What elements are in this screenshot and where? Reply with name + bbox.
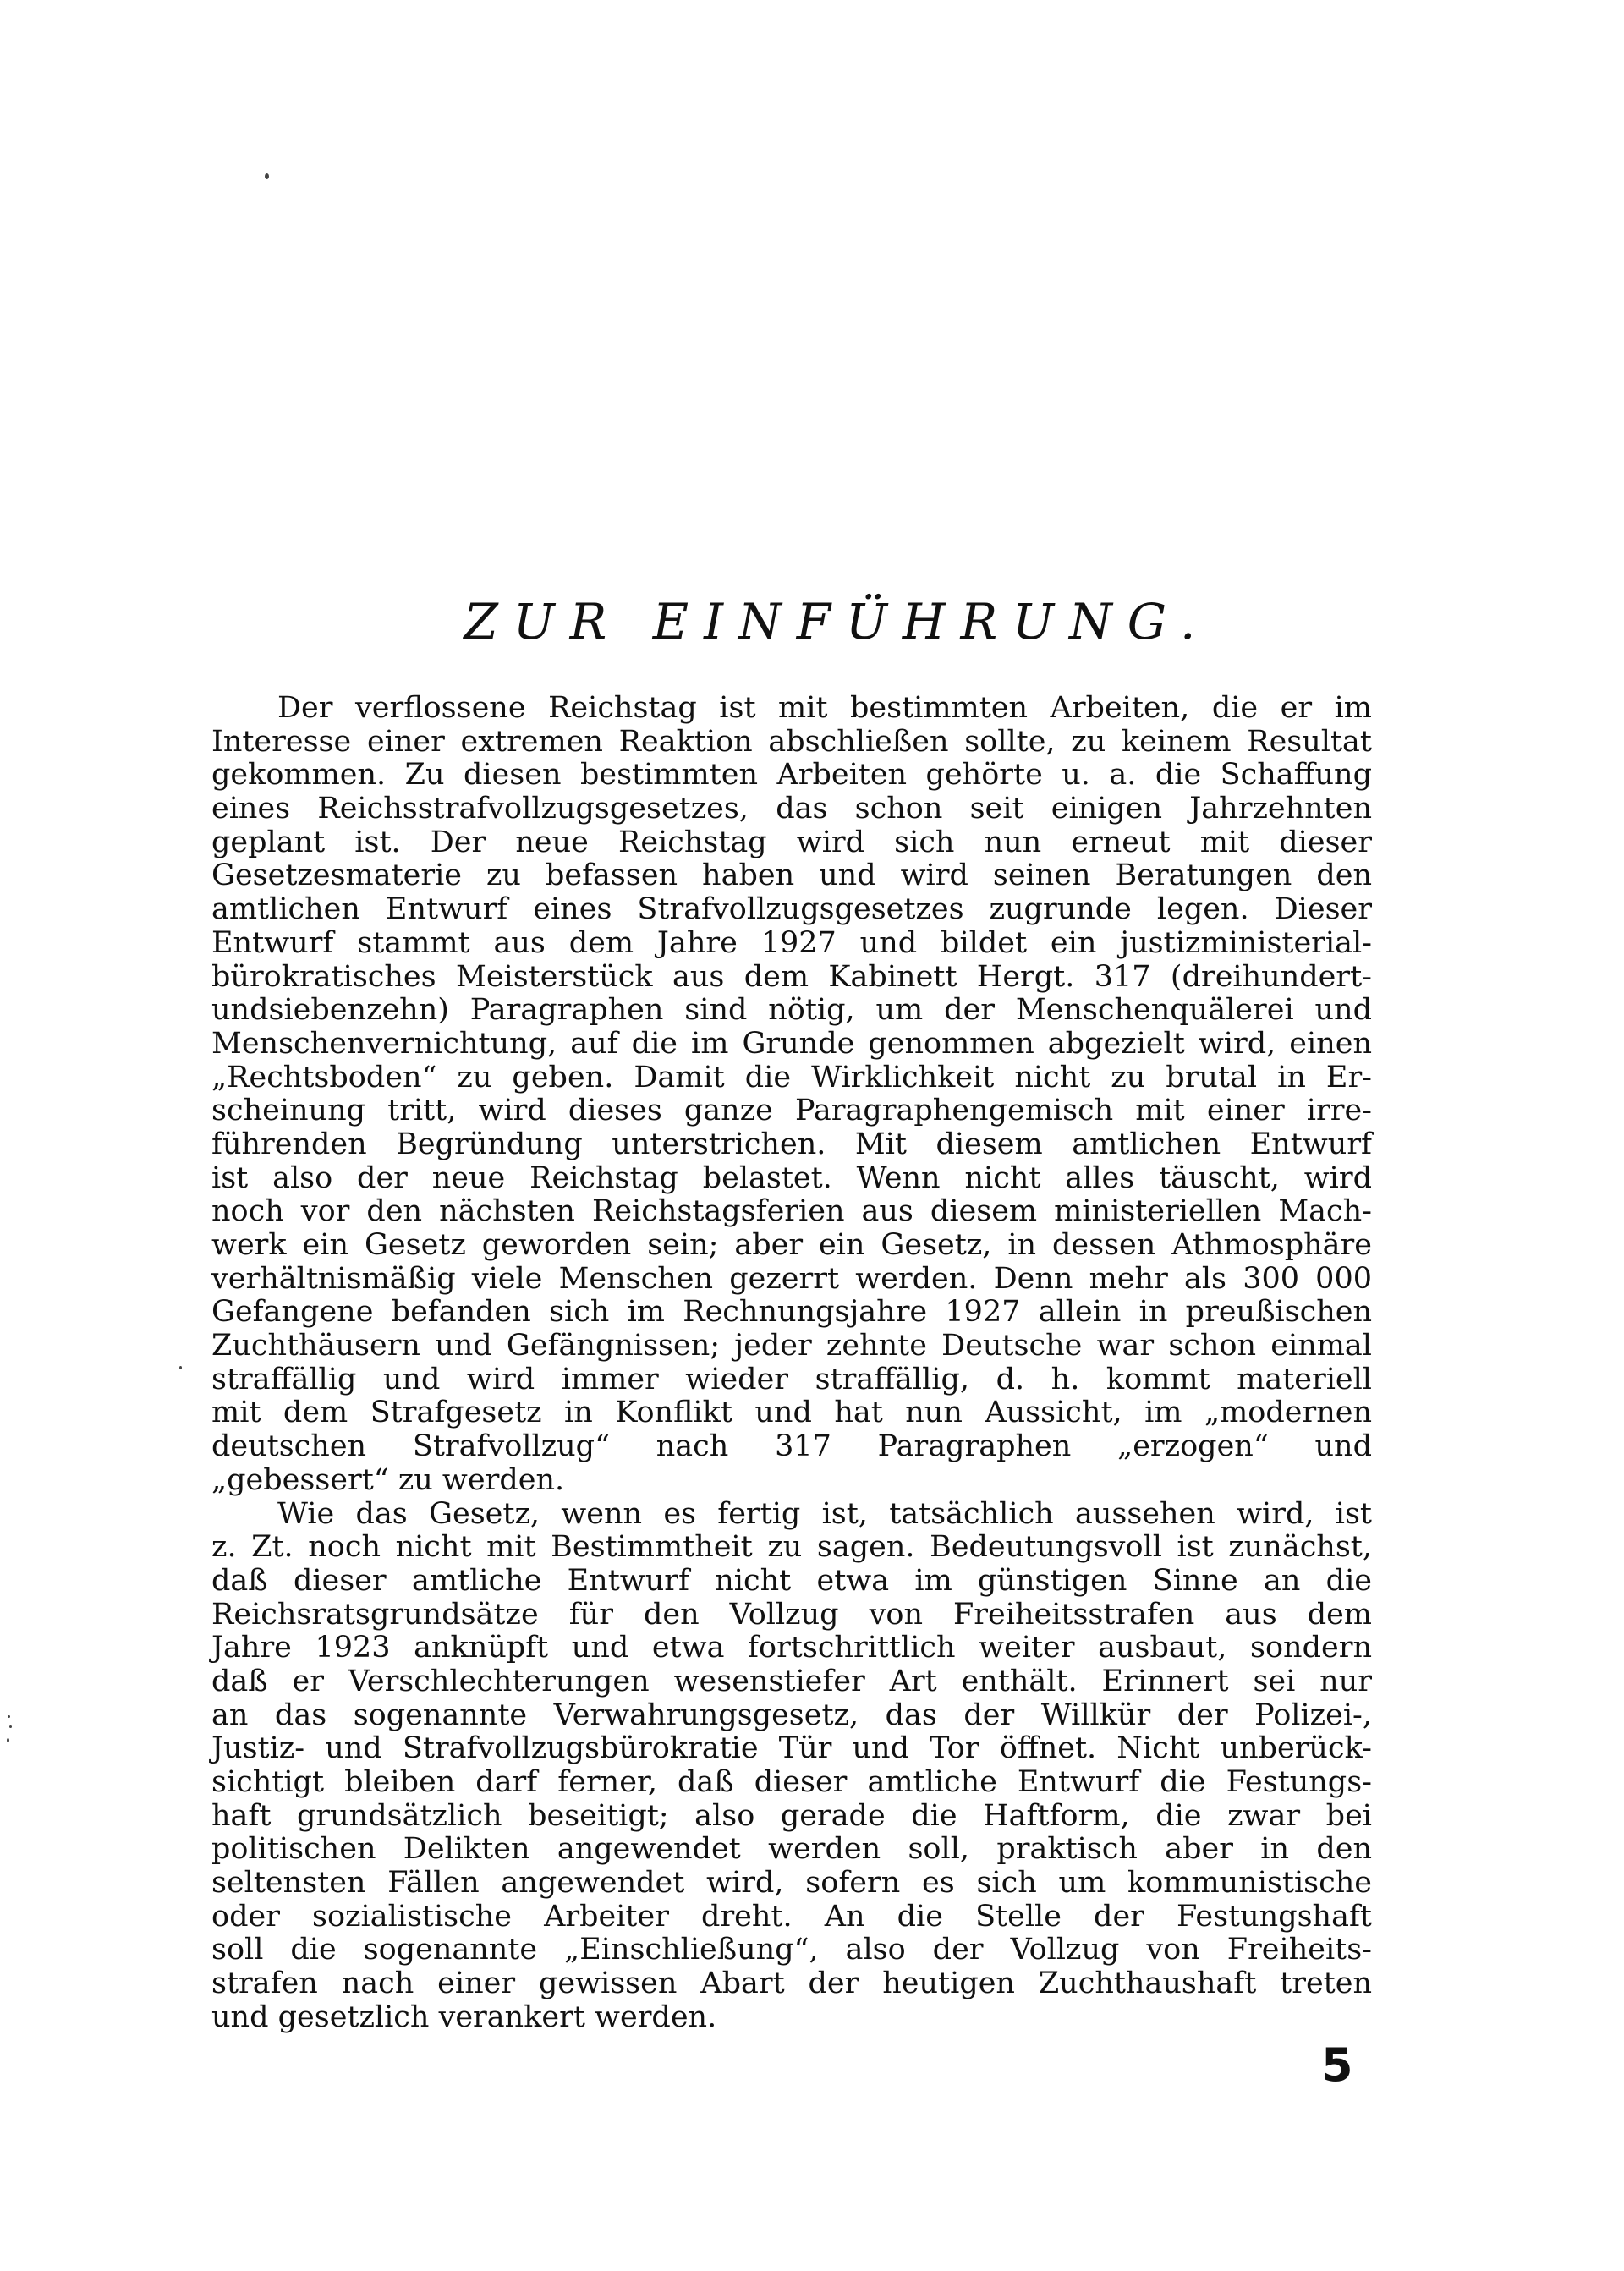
- text-line: Zuchthäusern und Gefängnissen; jeder zehnte Deutsche war schon einmal: [211, 1329, 1372, 1363]
- paragraph-2: [211, 1498, 1372, 2035]
- text-line: daß er Verschlechterungen wesenstiefer Art enthält. Erinnert sei nur: [211, 1664, 1372, 1698]
- body-text: [211, 692, 1372, 2035]
- text-line: undsiebenzehn) Paragraphen sind nötig, um der Menschenquälerei und: [211, 993, 1372, 1028]
- text-line: Entwurf stammt aus dem Jahre 1927 und bildet ein justizministerial-: [211, 925, 1372, 960]
- text-line: scheinung tritt, wird dieses ganze Paragraphengemisch mit einer irre-: [211, 1094, 1372, 1128]
- ink-speck: [9, 1725, 12, 1728]
- text-line: gekommen. Zu diesen bestimmten Arbeiten gehörte u. a. die Schaffung: [211, 758, 1372, 793]
- text-line: Reichsratsgrundsätze für den Vollzug von Freiheitsstrafen aus dem: [211, 1597, 1372, 1632]
- text-line: politischen Delikten angewendet werden soll, praktisch aber in den: [211, 1832, 1372, 1867]
- text-line: „Rechtsboden“ zu geben. Damit die Wirklichkeit nicht zu brutal in Er-: [211, 1060, 1372, 1094]
- text-line: haft grundsätzlich beseitigt; also gerade die Haftform, die zwar bei: [211, 1798, 1372, 1833]
- text-line: führenden Begründung unterstrichen. Mit diesem amtlichen Entwurf: [211, 1127, 1372, 1161]
- text-line: geplant ist. Der neue Reichstag wird sich nun erneut mit dieser: [211, 825, 1372, 859]
- text-line: verhältnismäßig viele Menschen gezerrt werden. Denn mehr als 300 000: [211, 1261, 1372, 1296]
- text-line: ist also der neue Reichstag belastet. Wenn nicht alles täuscht, wird: [211, 1160, 1372, 1195]
- ink-speck: [8, 1715, 10, 1718]
- text-line: Justiz- und Strafvollzugsbürokratie Tür und Tor öffnet. Nicht unberück-: [211, 1731, 1372, 1766]
- text-line: Menschenvernichtung, auf die im Grunde genommen abgezielt wird, einen: [211, 1026, 1372, 1061]
- text-line: und gesetzlich verankert werden.: [211, 1999, 717, 2034]
- chapter-title: ZUR EINFÜHRUNG.: [464, 593, 1211, 650]
- ink-speck: [265, 173, 269, 179]
- text-line: strafen nach einer gewissen Abart der heutigen Zuchthaushaft treten: [211, 1967, 1372, 2001]
- text-line: straffällig und wird immer wieder straffällig, d. h. kommt materiell: [211, 1362, 1372, 1396]
- text-line: sichtigt bleiben darf ferner, daß dieser amtliche Entwurf die Festungs-: [211, 1765, 1372, 1799]
- text-line: soll die sogenannte „Einschließung“, also der Vollzug von Freiheits-: [211, 1933, 1372, 1967]
- text-line: Gesetzesmaterie zu befassen haben und wird seinen Beratungen den: [211, 858, 1372, 893]
- text-line: Wie das Gesetz, wenn es fertig ist, tatsächlich aussehen wird, ist: [277, 1496, 1372, 1531]
- text-line: z. Zt. noch nicht mit Bestimmtheit zu sagen. Bedeutungsvoll ist zunächst,: [211, 1530, 1372, 1565]
- text-line: Interesse einer extremen Reaktion abschließen sollte, zu keinem Resultat: [211, 724, 1372, 759]
- text-line: werk ein Gesetz geworden sein; aber ein Gesetz, in dessen Athmosphäre: [211, 1228, 1372, 1262]
- text-line: mit dem Strafgesetz in Konflikt und hat nun Aussicht, im „modernen: [211, 1396, 1372, 1430]
- text-line: noch vor den nächsten Reichstagsferien aus diesem ministeriellen Mach-: [211, 1194, 1372, 1229]
- text-line: bürokratisches Meisterstück aus dem Kabinett Hergt. 317 (dreihundert-: [211, 959, 1372, 994]
- text-line: Gefangene befanden sich im Rechnungsjahre 1927 allein in preußischen: [211, 1295, 1372, 1330]
- text-line: seltensten Fällen angewendet wird, sofern es sich um kommunistische: [211, 1866, 1372, 1901]
- text-line: daß dieser amtliche Entwurf nicht etwa im günstigen Sinne an die: [211, 1563, 1372, 1598]
- text-line: amtlichen Entwurf eines Strafvollzugsgesetzes zugrunde legen. Dieser: [211, 892, 1372, 927]
- text-line: „gebessert“ zu werden.: [211, 1462, 565, 1497]
- ink-speck: [7, 1738, 9, 1742]
- text-line: eines Reichsstrafvollzugsgesetzes, das schon seit einigen Jahrzehnten: [211, 792, 1372, 826]
- text-line: Jahre 1923 anknüpft und etwa fortschrittlich weiter ausbaut, sondern: [211, 1631, 1372, 1665]
- text-line: deutschen Strafvollzug“ nach 317 Paragraphen „erzogen“ und: [211, 1429, 1372, 1464]
- ink-speck: [179, 1366, 182, 1369]
- text-line: oder sozialistische Arbeiter dreht. An die Stelle der Festungshaft: [211, 1899, 1372, 1934]
- page-number: 5: [1321, 2038, 1353, 2092]
- text-line: an das sogenannte Verwahrungsgesetz, das der Willkür der Polizei-,: [211, 1698, 1372, 1732]
- paragraph-1: [211, 692, 1372, 1498]
- text-line: Der verflossene Reichstag ist mit bestimmten Arbeiten, die er im: [277, 691, 1372, 725]
